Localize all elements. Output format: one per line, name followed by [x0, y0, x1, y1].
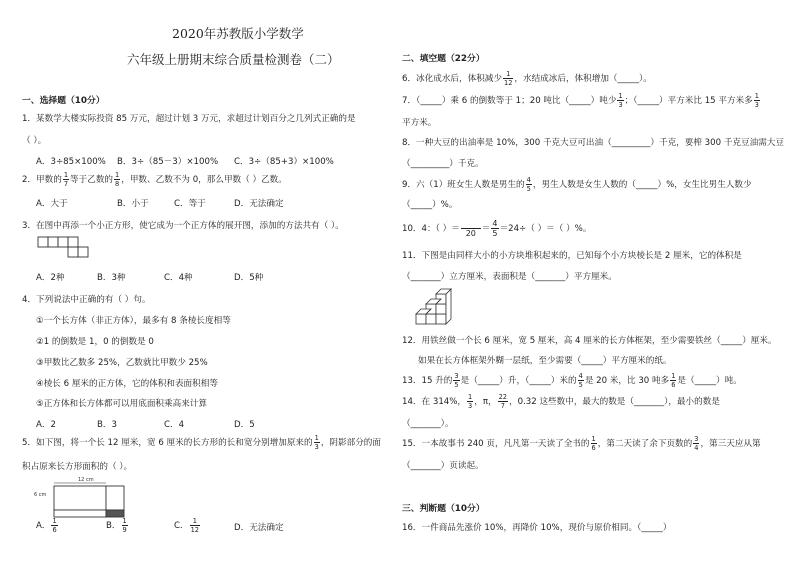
- q8-text: 8．一种大豆的出油率是 10%，300 千克大豆可出油（_________）千克，要榨 300 千克豆油需大豆: [402, 138, 784, 148]
- q12-line2: 如果在长方体框架外糊一层纸，至少需要（_____）平方厘米的纸。: [418, 356, 672, 366]
- q5-line2: 积占原来长方形面积的（ ）。: [22, 462, 133, 472]
- q11-text: 11．下图是由同样大小的小方块堆积起来的，已知每个小方块棱长是 2 厘米，它的体积是: [402, 251, 742, 261]
- q2-fraction-2: $\frac{1}{8}$: [115, 171, 120, 188]
- section3-heading: 三、判断题（10分）: [402, 504, 485, 514]
- q2-option-d: D．无法确定: [234, 199, 284, 209]
- q4-option-d: D．5: [234, 420, 255, 430]
- q11-cube-stack-figure: [414, 286, 454, 328]
- q4-statement-1: ①一个长方体（非正方体），最多有 8 条棱长度相等: [36, 316, 231, 326]
- q5-option-b: B． $\frac{1}{9}$: [106, 517, 127, 534]
- q2-pre: 2．甲数的: [22, 175, 62, 185]
- q3-text: 3．在图中再添一个小正方形，使它成为一个正方体的展开图，添加的方法共有（ ）。: [22, 221, 344, 231]
- page-title-line2: 六年级上册期末综合质量检测卷（二）: [127, 52, 340, 67]
- q1-option-c: C．3÷（85+3）×100%: [234, 157, 334, 167]
- q1-paren: （ ）。: [22, 136, 47, 146]
- q2-mid: 等于乙数的: [70, 175, 114, 185]
- q4-option-c: C．4: [164, 420, 185, 430]
- q2-post: ，甲数、乙数不为 0，那么甲数（ ）乙数。: [121, 175, 287, 185]
- q5-shaded-area: [106, 510, 124, 517]
- q5-option-c: C． $\frac{1}{12}$: [174, 517, 199, 534]
- q4-statement-4: ④棱长 6 厘米的正方体，它的体积和表面积相等: [36, 379, 218, 389]
- q10-text: 10．4：（ ）＝ 20 ＝ $\frac{4}{5}$ ＝24÷（ ）＝（ ）%。: [402, 219, 592, 238]
- q2-option-b: B．小于: [117, 199, 149, 209]
- q1-option-b: B．3÷（85－3）×100%: [117, 157, 219, 167]
- q5-text: 5．如下图，将一个长 12 厘米，宽 6 厘米的长方形的长和宽分别增加原来的 $\frac{1}{3}$ ，阴影部分的面: [22, 434, 381, 451]
- q11-line2: （_______）立方厘米，表面积是（_______）平方厘米。: [402, 272, 617, 282]
- q3-option-c: C．4种: [164, 273, 193, 283]
- q9-line2: （_____）%。: [402, 200, 458, 210]
- q4-statement-3: ③甲数比乙数多 25%，乙数就比甲数少 25%: [36, 358, 208, 368]
- q5-option-d: D．无法确定: [234, 523, 284, 533]
- q5-fraction: $\frac{1}{3}$: [314, 434, 319, 451]
- q12-text: 12．用铁丝做一个长 6 厘米，宽 5 厘米，高 4 厘米的长方体框架，至少需要铁丝（_____）厘米。: [402, 336, 777, 346]
- q7-text: 7．（_____）乘 6 的倒数等于 1；20 吨比（_____）吨少 $\frac{1}{3}$ ；（_____）平方米比 15 平方米多 $\frac{1}{3}$: [402, 92, 759, 109]
- q1-option-a: A．3÷85×100%: [36, 157, 106, 167]
- q1-text: 1．某数学大楼实际投资 85 万元，超过计划 3 万元，求超过计划百分之几列式正确的是: [22, 114, 356, 124]
- section2-heading: 二、填空题（22分）: [402, 54, 485, 64]
- q4-option-b: B．3: [97, 420, 117, 430]
- page-title-line1: 2020年苏教版小学数学: [172, 26, 304, 41]
- q2-option-c: C．等于: [174, 199, 206, 209]
- q3-option-a: A．2种: [36, 273, 65, 283]
- q14-text: 14．在 314%， $\frac{1}{3}$ ，π， $\frac{22}{7}$ ，0.32 这些数中，最大的数是（_______），最小的数是: [402, 393, 720, 410]
- q2-fraction-1: $\frac{1}{7}$: [63, 171, 69, 188]
- q14-line2: （_______）。: [402, 419, 454, 429]
- q15-line2: （_______）页读起。: [402, 461, 484, 471]
- q2-option-a: A．大于: [36, 199, 68, 209]
- q5-label-6cm: 6 cm: [34, 492, 47, 498]
- q4-option-a: A．2: [36, 420, 56, 430]
- q4-text: 4．下列说法中正确的有（ ）句。: [22, 295, 151, 305]
- q16-text: 16．一件商品先涨价 10%，再降价 10%，现价与原价相同。（_____）: [402, 523, 672, 533]
- q9-text: 9．六（1）班女生人数是男生的 $\frac{4}{5}$ ，男生人数是女生人数的（_____）%，女生比男生人数少: [402, 176, 752, 193]
- q13-text: 13．15 升的 $\frac{3}{5}$ 是（_____）升，（_____）米的 $\frac{4}{5}$ 是 20 米，比 30 吨多 $\frac{1}{6}$ 是（_____）吨。: [402, 372, 742, 389]
- q3-net-figure: [37, 236, 99, 260]
- q3-option-d: D．5种: [234, 273, 264, 283]
- q5-rectangle-figure: [34, 474, 144, 518]
- q4-statement-2: ②1 的倒数是 1，0 的倒数是 0: [36, 337, 154, 347]
- q2-text: [22, 171, 287, 188]
- q5-label-12cm: 12 cm: [78, 477, 94, 483]
- section1-heading: 一、选择题（10分）: [22, 96, 105, 106]
- q15-text: 15．一本故事书 240 页，凡凡第一天读了全书的 $\frac{1}{6}$ ，第二天读了余下页数的 $\frac{3}{4}$ ，第三天应从第: [402, 435, 761, 452]
- q8-line2: （_________）千克。: [402, 159, 484, 169]
- q7-line2: 平方米。: [402, 118, 437, 128]
- q4-statement-5: ⑤正方体和长方体都可以用底面积乘高来计算: [36, 399, 207, 409]
- q3-option-b: B．3种: [97, 273, 126, 283]
- q6-text: 6．冰化成水后，体积减少 $\frac{1}{12}$ ，水结成冰后，体积增加（_____）。: [402, 70, 652, 87]
- q5-option-a: A． $\frac{1}{6}$: [36, 517, 57, 534]
